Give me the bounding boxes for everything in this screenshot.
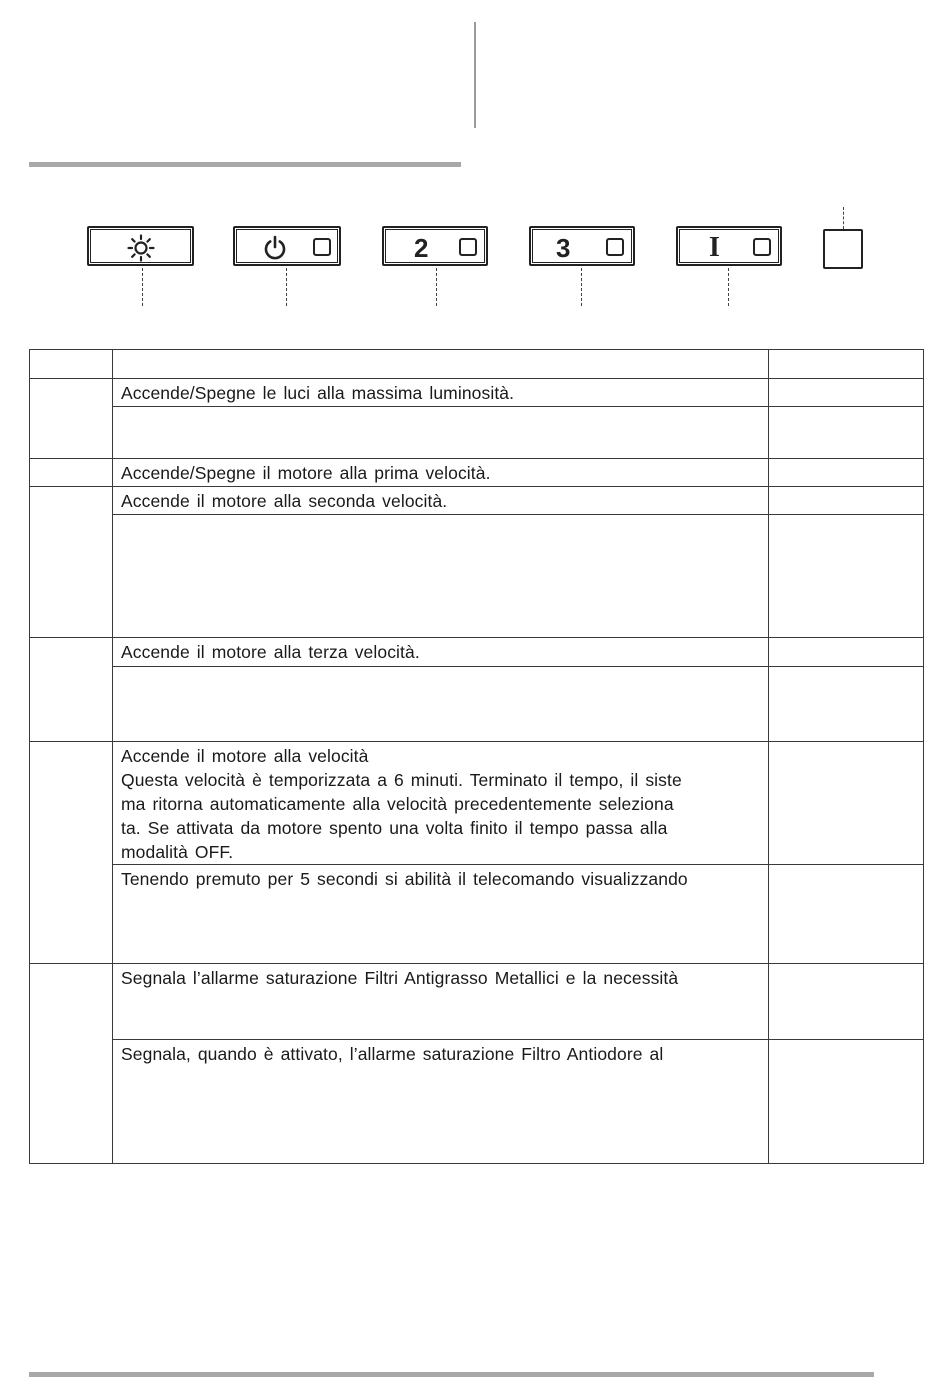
key-cell [30, 742, 113, 964]
table-row [30, 865, 924, 964]
display-cell [769, 964, 924, 1040]
description-cell: Accende/Spegne il motore alla prima velocità. [113, 459, 769, 487]
description-cell [113, 515, 769, 638]
leader-line [142, 268, 143, 306]
description-cell: Accende il motore alla terza velocità. [113, 638, 769, 667]
speed-2-button[interactable] [382, 226, 488, 266]
filter-alarm-indicator [823, 229, 863, 269]
speed-3-led [606, 238, 624, 256]
leader-line [728, 268, 729, 306]
speed-2-label: 2 [414, 233, 429, 263]
leader-line [843, 207, 844, 229]
description-cell: Segnala, quando è attivato, l’allarme saturazione Filtro Antiodore al [113, 1040, 769, 1164]
display-cell [769, 742, 924, 865]
table-row [30, 459, 924, 487]
table-row [30, 407, 924, 459]
leader-line [581, 268, 582, 306]
intensive-description: Accende il motore alla velocità Questa velocità è temporizzata a 6 minuti. Terminato il tempo, il siste ma ritorna automaticamente alla velocità precedentemente seleziona ta. Se attivata da motore spento una volta finito il tempo passa alla modalità OFF. [121, 746, 682, 862]
description-cell [113, 407, 769, 459]
display-cell [769, 459, 924, 487]
intensive-led [753, 238, 771, 256]
intensive-label: I [709, 232, 720, 263]
section-rule-top [29, 162, 461, 167]
key-cell [30, 964, 113, 1164]
light-button[interactable] [87, 226, 194, 266]
description-cell: Accende il motore alla seconda velocità. [113, 487, 769, 515]
table-header-row [30, 350, 924, 379]
table-row [30, 667, 924, 742]
display-cell [769, 638, 924, 667]
table-row [30, 742, 924, 865]
key-cell [30, 487, 113, 638]
table-row [30, 638, 924, 667]
display-cell [769, 865, 924, 964]
section-rule-bottom [29, 1372, 874, 1377]
header-cell-display [769, 350, 924, 379]
description-cell: Segnala l’allarme saturazione Filtri Antigrasso Metallici e la necessità [113, 964, 769, 1040]
speed-3-label: 3 [556, 233, 571, 263]
display-cell [769, 1040, 924, 1164]
function-table [29, 349, 924, 1164]
description-cell [113, 742, 769, 865]
intensive-button[interactable] [676, 226, 782, 266]
description-cell: Accende/Spegne le luci alla massima luminosità. [113, 379, 769, 407]
power-led [313, 238, 331, 256]
table-row [30, 379, 924, 407]
description-cell: Tenendo premuto per 5 secondi si abilità il telecomando visualizzando [113, 865, 769, 964]
display-cell [769, 407, 924, 459]
column-divider [474, 22, 476, 128]
display-cell [769, 487, 924, 515]
table-row [30, 487, 924, 515]
display-cell [769, 379, 924, 407]
key-cell [30, 459, 113, 487]
leader-line [286, 268, 287, 306]
power-button[interactable] [233, 226, 341, 266]
leader-line [436, 268, 437, 306]
header-cell-function [113, 350, 769, 379]
display-cell [769, 667, 924, 742]
display-cell [769, 515, 924, 638]
description-cell [113, 667, 769, 742]
key-cell [30, 638, 113, 742]
table-row [30, 515, 924, 638]
table-row [30, 1040, 924, 1164]
speed-3-button[interactable] [529, 226, 635, 266]
sun-icon [127, 234, 155, 262]
key-cell [30, 379, 113, 459]
table-row [30, 964, 924, 1040]
power-icon [262, 235, 288, 261]
speed-2-led [459, 238, 477, 256]
header-cell-key [30, 350, 113, 379]
